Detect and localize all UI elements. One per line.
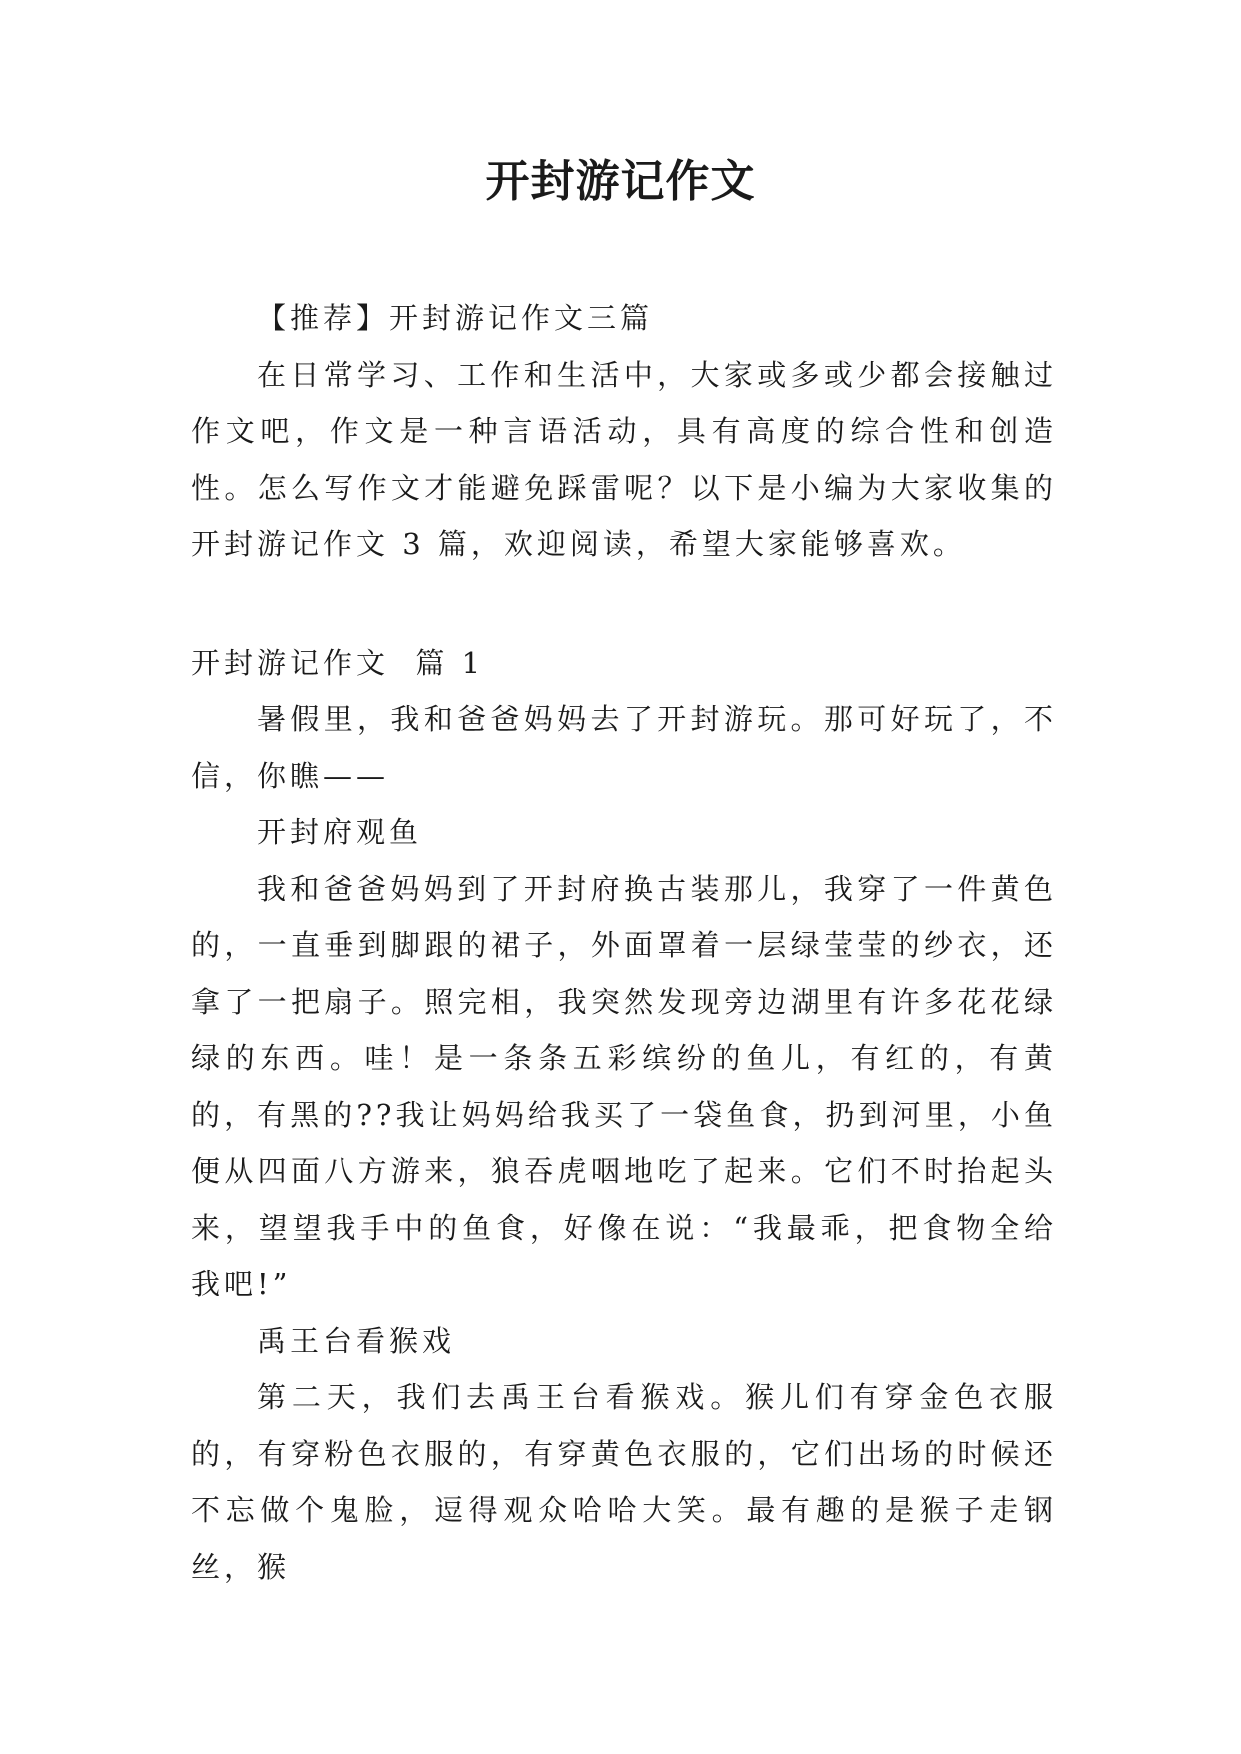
body-paragraph: 第二天，我们去禹王台看猴戏。猴儿们有穿金色衣服的，有穿粉色衣服的，有穿黄色衣服的，它们出场的时候还不忘做个鬼脸，逗得观众哈哈大笑。最有趣的是猴子走钢丝，猴 [191,1380,1057,1584]
body-paragraph: 暑假里，我和爸爸妈妈去了开封游玩。那可好玩了，不信，你瞧—— [191,702,1057,793]
body-paragraph: 我和爸爸妈妈到了开封府换古装那儿，我穿了一件黄色的，一直垂到脚跟的裙子，外面罩着一层绿莹莹的纱衣，还拿了一把扇子。照完相，我突然发现旁边湖里有许多花花绿绿的东西。哇！是一条条五彩缤纷的鱼儿，有红的，有黄的，有黑的??我让妈妈给我买了一袋鱼食，扔到河里，小鱼便从四面八方游来，狼吞虎咽地吃了起来。它们不时抬起头来，望望我手中的鱼食，好像在说：“我最乖，把食物全给我吧!” [191,871,1057,1301]
section-gap [191,573,1057,635]
recommend-line: 【推荐】开封游记作文三篇 [257,301,654,335]
page-title: 开封游记作文 [485,156,756,207]
subheading-yuwangtai: 禹王台看猴戏 [257,1323,456,1358]
document-body [191,290,1057,1595]
subheading-kaifeng-fu: 开封府观鱼 [257,815,423,849]
intro-paragraph: 在日常学习、工作和生活中，大家或多或少都会接触过作文吧，作文是一种言语活动，具有高度的综合性和创造性。怎么写作文才能避免踩雷呢？以下是小编为大家收集的开封游记作文 3 篇，欢迎阅读，希望大家能够喜欢。 [191,357,1057,561]
section-heading: 开封游记作文 篇 1 [191,645,485,680]
